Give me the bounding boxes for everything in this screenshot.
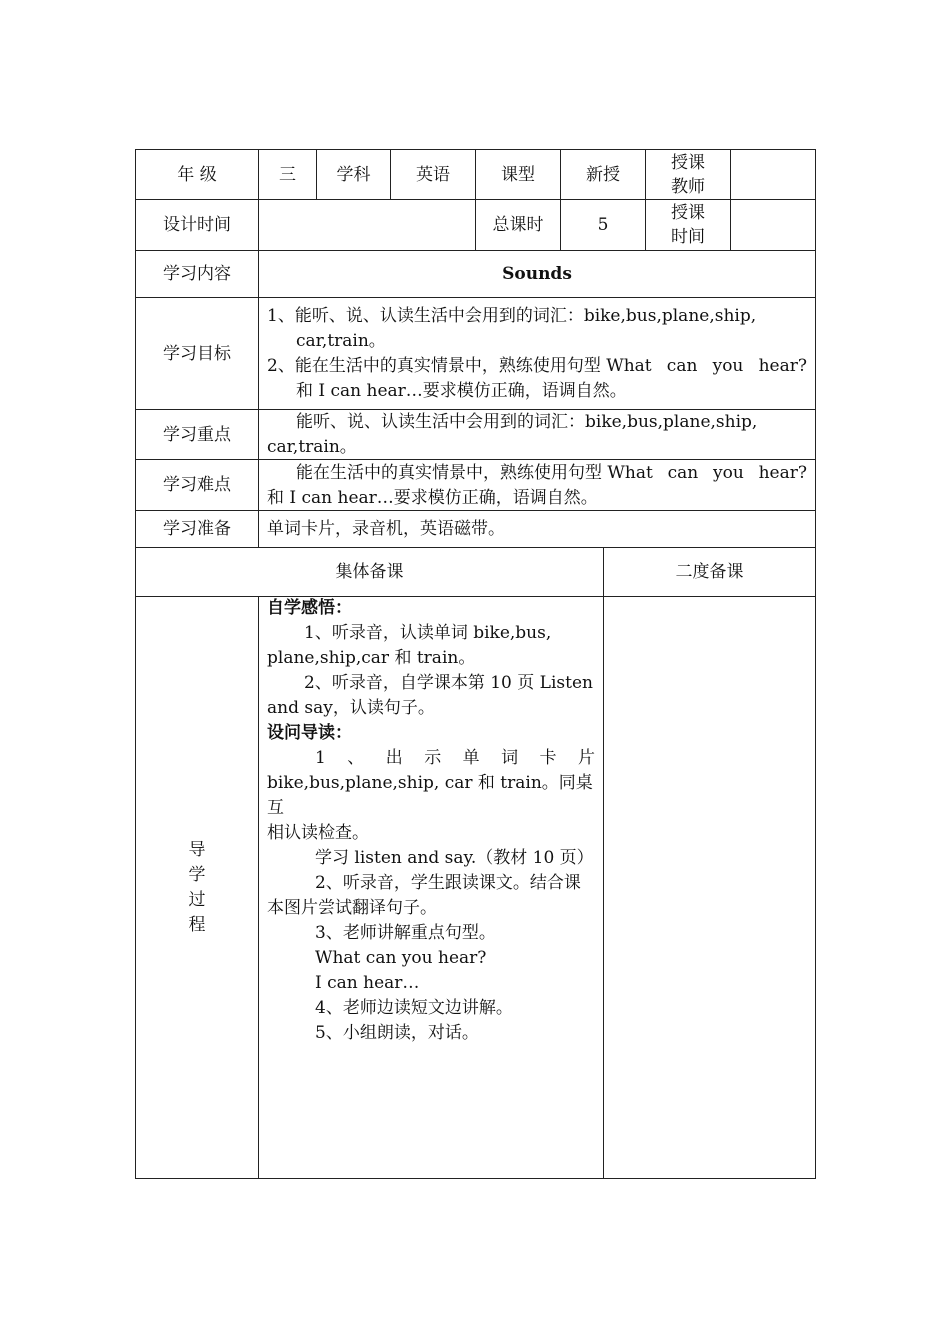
second-prep-header: 二度备课	[675, 562, 744, 582]
process-label-char2: 学	[188, 864, 206, 885]
preparation-text: 单词卡片，录音机，英语磁带。	[267, 519, 505, 539]
self-study-1-line1: 1、听录音，认读单词 bike,bus,	[304, 623, 552, 643]
guided-1-line3: 相认读检查。	[267, 823, 369, 843]
class-time-label-line1: 授课	[671, 203, 705, 223]
process-content	[267, 596, 595, 1046]
difficulty-line2: 和 I can hear…要求模仿正确，语调自然。	[267, 488, 598, 508]
goals-label: 学习目标	[163, 343, 231, 364]
guided-5-line: 5、小组朗读，对话。	[315, 1023, 479, 1043]
goal-2-line1-d: hear?	[758, 356, 807, 376]
design-time-label: 设计时间	[163, 215, 231, 235]
sentence-pattern-question: What can you hear?	[315, 948, 487, 968]
goal-1-line2: car,train。	[296, 331, 386, 351]
goal-2-line2: 和 I can hear…要求模仿正确，语调自然。	[296, 381, 627, 401]
process-label-char3: 过	[188, 889, 206, 910]
difficulty-text	[267, 461, 807, 511]
collective-prep-header: 集体备课	[335, 562, 404, 582]
goal-2-line1-b: can	[666, 356, 698, 376]
process-label	[136, 597, 258, 1178]
class-time-label-line2: 时间	[671, 227, 705, 247]
guided-1-char: 1	[315, 748, 326, 768]
goal-2-line1-c: you	[712, 356, 744, 376]
teacher-label	[646, 150, 730, 199]
goals-text	[267, 304, 807, 404]
total-hours-value: 5	[597, 215, 609, 235]
table-border	[603, 547, 604, 1179]
class-time-value	[731, 200, 815, 250]
difficulty-line1-d: hear?	[758, 463, 807, 483]
guided-1-char: 片	[578, 748, 595, 768]
process-label-char4: 程	[188, 914, 206, 935]
key-points-line2: car,train。	[267, 437, 357, 457]
preparation-label: 学习准备	[163, 519, 231, 539]
table-border	[258, 596, 259, 1179]
content-label: 学习内容	[163, 264, 231, 284]
design-time-value	[259, 200, 475, 250]
table-border	[815, 149, 816, 1179]
goal-2-line1	[267, 354, 807, 379]
key-points-text	[267, 410, 807, 460]
guided-1-char: 示	[424, 748, 442, 768]
self-study-heading: 自学感悟：	[267, 598, 352, 618]
guided-study-line: 学习 listen and say.（教材 10 页）	[315, 848, 594, 868]
subject-label: 学科	[336, 164, 371, 185]
goal-1-line1: 1、能听、说、认读生活中会用到的词汇：bike,bus,plane,ship,	[267, 306, 757, 326]
guided-1-char: 词	[501, 748, 519, 768]
process-label-char1: 导	[188, 839, 206, 860]
guided-1-char: 单	[462, 748, 480, 768]
goal-2-line1-a: 2、能在生活中的真实情景中，熟练使用句型 What	[267, 356, 652, 376]
guided-3-line: 3、老师讲解重点句型。	[315, 923, 496, 943]
guided-1-char: 卡	[539, 748, 557, 768]
key-points-label: 学习重点	[163, 424, 231, 445]
guided-1-line2: bike,bus,plane,ship, car 和 train。同桌互	[267, 773, 593, 818]
total-hours-label: 总课时	[492, 215, 544, 235]
difficulty-line1-a: 能在生活中的真实情景中，熟练使用句型 What	[296, 463, 653, 483]
subject-value: 英语	[416, 164, 450, 185]
self-study-2-line2: and say，认读句子。	[267, 698, 435, 718]
sentence-pattern-answer: I can hear…	[315, 973, 420, 993]
grade-label: 年 级	[177, 164, 217, 185]
content-title: Sounds	[502, 264, 572, 284]
teacher-label-line1: 授课	[671, 152, 705, 173]
grade-value: 三	[279, 164, 296, 185]
difficulty-label: 学习难点	[163, 475, 231, 495]
self-study-2-line1: 2、听录音，自学课本第 10 页 Listen	[304, 673, 593, 693]
teacher-label-line2: 教师	[671, 176, 705, 197]
key-points-line1: 能听、说、认读生活中会用到的词汇：bike,bus,plane,ship,	[296, 412, 758, 432]
self-study-1-line2: plane,ship,car 和 train。	[267, 648, 476, 668]
guided-2-line2: 本图片尝试翻译句子。	[267, 898, 437, 918]
difficulty-line1-b: can	[667, 463, 699, 483]
guided-2-line1: 2、听录音，学生跟读课文。结合课	[315, 873, 581, 893]
class-time-label	[646, 200, 730, 250]
lesson-type-value: 新授	[586, 164, 620, 185]
difficulty-line1	[267, 461, 807, 486]
lesson-type-label: 课型	[501, 164, 535, 185]
guided-1-line1	[267, 746, 595, 771]
difficulty-line1-c: you	[713, 463, 744, 483]
guided-1-char: 出	[385, 748, 403, 768]
guided-4-line: 4、老师边读短文边讲解。	[315, 998, 513, 1018]
guided-heading: 设问导读：	[267, 723, 352, 743]
table-border	[135, 1178, 816, 1179]
guided-1-char: 、	[347, 748, 365, 768]
teacher-value	[731, 150, 815, 199]
